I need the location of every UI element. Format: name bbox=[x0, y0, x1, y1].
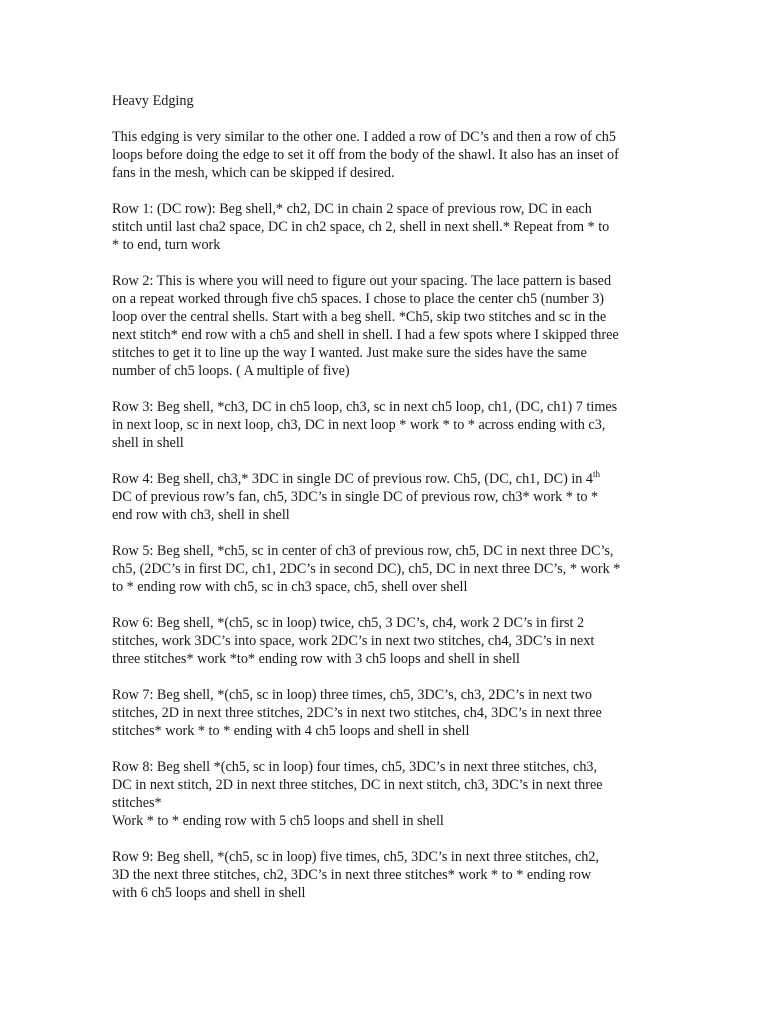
text-line: stitches to get it to line up the way I wanted. Just make sure the sides have the same bbox=[112, 345, 587, 361]
text-line: stitches* work * to * ending with 4 ch5 loops and shell in shell bbox=[112, 723, 470, 739]
text-line: This edging is very similar to the other one. I added a row of DC’s and then a row of ch5 bbox=[112, 129, 616, 145]
row-5-instructions bbox=[112, 542, 642, 596]
text-line: 3D the next three stitches, ch2, 3DC’s in next three stitches* work * to * ending row bbox=[112, 867, 592, 883]
row-8-instructions bbox=[112, 758, 642, 830]
text-line: ch5, (2DC’s in first DC, ch1, 2DC’s in second DC), ch5, DC in next three DC’s, * work * bbox=[112, 561, 621, 577]
text-line: fans in the mesh, which can be skipped if desired. bbox=[112, 165, 395, 181]
text-line: stitches, work 3DC’s into space, work 2DC’s in next two stitches, ch4, 3DC’s in next bbox=[112, 633, 595, 649]
text-segment: Row 4: Beg shell, ch3,* 3DC in single DC of previous row. Ch5, (DC, ch1, DC) in 4 bbox=[112, 471, 594, 487]
row-6-instructions bbox=[112, 614, 642, 668]
row-7-instructions bbox=[112, 686, 642, 740]
text-line: stitches* bbox=[112, 795, 162, 811]
text-line: stitch until last cha2 space, DC in ch2 space, ch 2, shell in next shell.* Repeat from * to bbox=[112, 219, 610, 235]
row-9-instructions bbox=[112, 848, 642, 902]
document-page bbox=[112, 92, 642, 920]
intro-paragraph bbox=[112, 128, 642, 182]
text-line: Row 9: Beg shell, *(ch5, sc in loop) five times, ch5, 3DC’s in next three stitches, ch2, bbox=[112, 849, 600, 865]
text-line: * to end, turn work bbox=[112, 237, 221, 253]
text-line: DC in next stitch, 2D in next three stitches, DC in next stitch, ch3, 3DC’s in next three bbox=[112, 777, 603, 793]
text-line: to * ending row with ch5, sc in ch3 space, ch5, shell over shell bbox=[112, 579, 468, 595]
text-line: in next loop, sc in next loop, ch3, DC in next loop * work * to * across ending with c3, bbox=[112, 417, 606, 433]
text-line: number of ch5 loops. ( A multiple of five) bbox=[112, 363, 350, 379]
text-line: Row 8: Beg shell *(ch5, sc in loop) four times, ch5, 3DC’s in next three stitches, ch3, bbox=[112, 759, 598, 775]
text-line: Row 5: Beg shell, *ch5, sc in center of ch3 of previous row, ch5, DC in next three DC’s, bbox=[112, 543, 614, 559]
text-line: Row 6: Beg shell, *(ch5, sc in loop) twice, ch5, 3 DC’s, ch4, work 2 DC’s in first 2 bbox=[112, 615, 585, 631]
row-4-instructions bbox=[112, 470, 642, 524]
text-line: three stitches* work *to* ending row with 3 ch5 loops and shell in shell bbox=[112, 651, 520, 667]
text-line: Row 7: Beg shell, *(ch5, sc in loop) three times, ch5, 3DC’s, ch3, 2DC’s in next two bbox=[112, 687, 592, 703]
text-line: on a repeat worked through five ch5 spaces. I chose to place the center ch5 (number 3) bbox=[112, 291, 605, 307]
text-line: stitches, 2D in next three stitches, 2DC’s in next two stitches, ch4, 3DC’s in next three bbox=[112, 705, 602, 721]
document-title: Heavy Edging bbox=[112, 93, 194, 109]
row-1-instructions bbox=[112, 200, 642, 254]
text-line: loop over the central shells. Start with a beg shell. *Ch5, skip two stitches and sc in the bbox=[112, 309, 607, 325]
text-line: Work * to * ending row with 5 ch5 loops and shell in shell bbox=[112, 813, 444, 829]
text-line: next stitch* end row with a ch5 and shell in shell. I had a few spots where I skipped three bbox=[112, 327, 619, 343]
text-line: Row 2: This is where you will need to figure out your spacing. The lace pattern is based bbox=[112, 273, 612, 289]
row-2-instructions bbox=[112, 272, 642, 380]
text-line bbox=[112, 470, 642, 488]
text-line: Row 3: Beg shell, *ch3, DC in ch5 loop, ch3, sc in next ch5 loop, ch1, (DC, ch1) 7 times bbox=[112, 399, 618, 415]
text-line: Row 1: (DC row): Beg shell,* ch2, DC in chain 2 space of previous row, DC in each bbox=[112, 201, 592, 217]
row-3-instructions bbox=[112, 398, 642, 452]
text-line: shell in shell bbox=[112, 435, 184, 451]
text-line: loops before doing the edge to set it off from the body of the shawl. It also has an inset of bbox=[112, 147, 619, 163]
text-line: with 6 ch5 loops and shell in shell bbox=[112, 885, 306, 901]
superscript-ordinal: th bbox=[593, 469, 601, 479]
text-line: end row with ch3, shell in shell bbox=[112, 507, 290, 523]
text-line: DC of previous row’s fan, ch5, 3DC’s in single DC of previous row, ch3* work * to * bbox=[112, 489, 599, 505]
